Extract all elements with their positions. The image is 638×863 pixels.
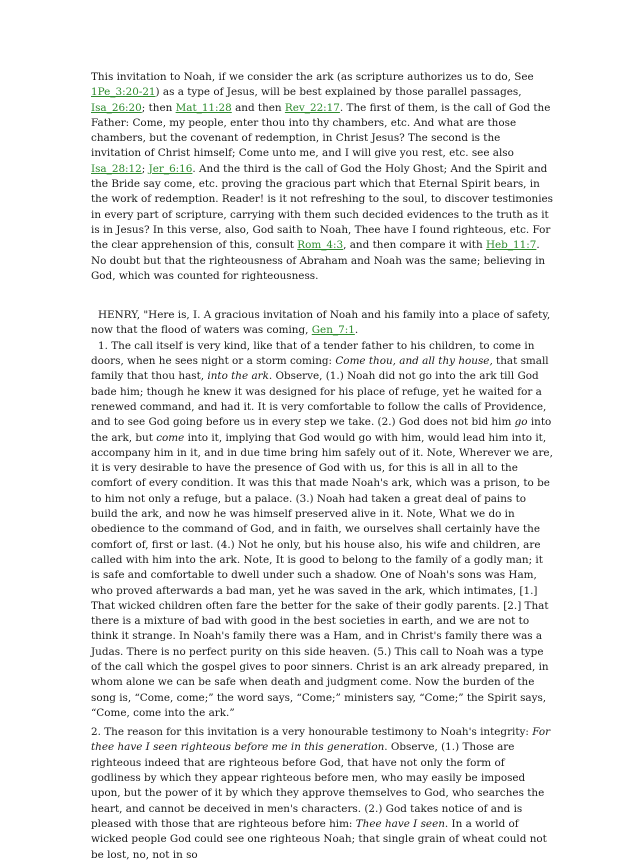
scripture-reference-link[interactable]: Jer_6:16 bbox=[148, 162, 193, 175]
text-run: . No doubt but that the righteousness of Abraham and Noah was the same; believing in God, which was counted for righteousness. bbox=[91, 239, 546, 282]
scripture-reference-link[interactable]: Isa_26:20 bbox=[91, 101, 142, 114]
text-run: . In a world of wicked people God could see one righteous Noah; that single grain of wheat could not be lost, no, not in so bbox=[91, 817, 547, 861]
italic-quote: into the ark bbox=[207, 370, 269, 383]
italic-quote: Come thou, and all thy house, bbox=[335, 355, 493, 368]
text-run: . And the third is the call of God the Holy Ghost; And the Spirit and the Bride say come, etc. proving the gracious part which that Eternal Spirit bears, in the work of redemption. Reader! is it not refreshing to the soul, to discover testimonies in every part of scripture, carrying with them such decided evidences to the truth as it is in Jesus? In this verse, also, God saith to Noah, Thee have I found righteous, etc. For the clear apprehension of this, consult bbox=[91, 162, 554, 252]
scripture-reference-link[interactable]: Gen_7:1 bbox=[311, 324, 355, 337]
text-run: . The first of them, is the call of God the Father: Come, my people, enter thou into thy chambers, etc. And what are those chambers, but the covenant of redemption, in Christ Jesus? The second is the invitation of Christ himself; Come unto me, and I will give you rest, etc. see also bbox=[91, 101, 551, 160]
italic-quote: For thee have I seen righteous before me in this generation bbox=[91, 726, 551, 754]
text-run: into the ark, but bbox=[91, 416, 552, 444]
document-body bbox=[91, 70, 553, 863]
scripture-reference-link[interactable]: Heb_11:7 bbox=[485, 239, 537, 252]
text-run: ; then bbox=[141, 101, 176, 114]
scripture-reference-link[interactable]: Rom_4:3 bbox=[297, 239, 344, 252]
paragraph-point-1 bbox=[91, 339, 553, 721]
scripture-reference-link[interactable]: Mat_11:28 bbox=[175, 101, 232, 114]
text-run: and then bbox=[231, 101, 285, 114]
paragraph-commentary bbox=[91, 70, 553, 284]
text-run: HENRY, "Here is, I. A gracious invitation of Noah and his family into a place of safety, now that the flood of waters was coming, bbox=[91, 309, 551, 337]
text-run: ; bbox=[141, 162, 149, 175]
text-run: 1. The call itself is very kind, like that of a tender father to his children, to come in doors, when he sees night or a storm coming: bbox=[91, 339, 535, 368]
text-run: . Observe, (1.) Those are righteous indeed that are righteous before God, that have not only the form of godliness by which they appear righteous before men, who may easily be imposed upon, but the power of it by which they approve themselves to God, who searches the heart, and cannot be deceived in men's characters. (2.) God takes notice of and is pleased with those that are righteous before him: bbox=[91, 741, 545, 830]
text-run: , and then compare it with bbox=[343, 239, 486, 252]
text-run: ) as a type of Jesus, will be best explained by those parallel passages, bbox=[155, 86, 522, 99]
italic-quote: go bbox=[514, 416, 528, 429]
paragraph-point-2 bbox=[91, 725, 553, 863]
text-run: into it, implying that God would go with him, would lead him into it, accompany him in it, and in due time bring him safely out of it. Note, Wherever we are, it is very desirable to have the presence of God with us, for this is all in all to the comfort of every condition. It was this that made Noah's ark, which was a prison, to be to him not only a refuge, but a palace. (3.) Noah had taken a great deal of pains to build the ark, and now he was himself preserved alive in it. Note, What we do in obedience to the command of God, and in faith, we ourselves shall certainly have the comfort of, first or last. (4.) Not he only, but his house also, his wife and children, are called with him into the ark. Note, It is good to belong to the family of a godly man; it is safe and comfortable to dwell under such a shadow. One of Noah's sons was Ham, who proved afterwards a bad man, yet he was saved in the ark, which intimates, [1.] That wicked children often fare the better for the sake of their godly parents. [2.] That there is a mixture of bad with good in the best societies in earth, and we are not to think it strange. In Noah's family there was a Ham, and in Christ's family there was a Judas. There is no perfect purity on this side heaven. (5.) This call to Noah was a type of the call which the gospel gives to poor sinners. Christ is an ark already prepared, in whom alone we can be safe when death and judgment come. Now the burden of the song is, “Come, come;” the word says, “Come;” ministers say, “Come;” the Spirit says, “Come, come into the ark.” bbox=[91, 431, 553, 719]
scripture-reference-link[interactable]: Isa_28:12 bbox=[91, 162, 142, 175]
text-run: 2. The reason for this invitation is a very honourable testimony to Noah's integrity: bbox=[91, 726, 533, 739]
paragraph-henry-intro bbox=[91, 308, 553, 339]
scripture-reference-link[interactable]: Rev_22:17 bbox=[284, 101, 340, 114]
scripture-reference-link[interactable]: 1Pe_3:20-21 bbox=[91, 86, 156, 99]
text-run: that small family that thou hast, bbox=[91, 355, 549, 383]
text-run: . Observe, (1.) Noah did not go into the ark till God bade him; though he knew it was designed for his place of refuge, yet he waited for a renewed command, and had it. It is very comfortable to follow the calls of Providence, and to see God going before us in every step we take. (2.) God does not bid him bbox=[91, 370, 547, 429]
italic-quote: come bbox=[156, 431, 185, 444]
text-run: . bbox=[354, 324, 359, 337]
text-run: This invitation to Noah, if we consider the ark (as scripture authorizes us to do, See bbox=[91, 71, 534, 83]
italic-quote: Thee have I seen bbox=[355, 817, 445, 830]
